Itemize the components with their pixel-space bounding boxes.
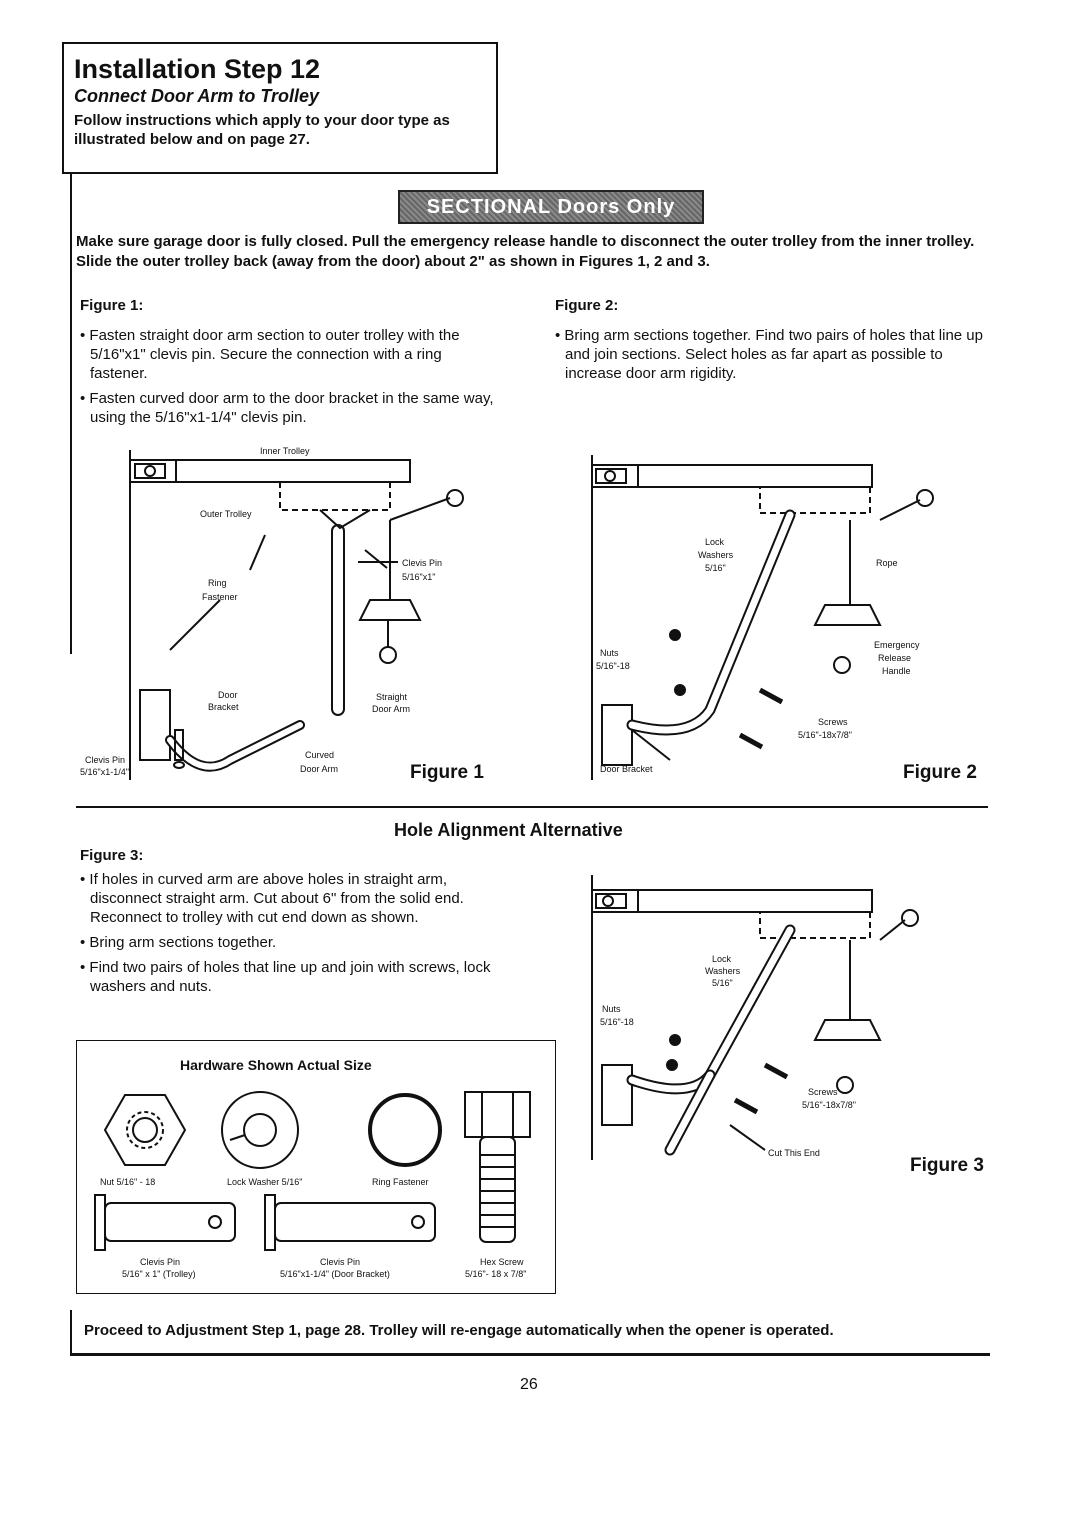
- nut-icon: [105, 1095, 185, 1165]
- hw-hex-screw-2: 5/16"- 18 x 7/8": [465, 1269, 527, 1279]
- lead-instructions: Make sure garage door is fully closed. Pull the emergency release handle to disconnect the outer trolley from the inner trolley. Slide the outer trolley back (away from the door) about 2" as shown in Figures 1, 2 and 3.: [76, 233, 975, 270]
- lock-washer-icon: [222, 1092, 298, 1168]
- f1-ring-fastener: Ring: [208, 578, 227, 588]
- f1-clevis-pin-2: Clevis Pin: [85, 755, 126, 765]
- figure1-bullet: • Fasten straight door arm section to outer trolley with the 5/16"x1" clevis pin. Secure the connection with a ring fastener.: [80, 327, 460, 382]
- figure1-bullet: • Fasten curved door arm to the door bracket in the same way, using the 5/16"x1-1/4" clevis pin.: [80, 390, 494, 426]
- hardware-illustrations: [80, 1080, 550, 1290]
- hw-lock-washer: Lock Washer 5/16": [227, 1177, 303, 1187]
- figure3-label: Figure 3:: [80, 847, 144, 864]
- f2-rope: Rope: [876, 558, 898, 568]
- step-header-box: [62, 42, 498, 174]
- f1-door-bracket-2: Bracket: [208, 702, 239, 712]
- f3-lock-2: Washers: [705, 966, 741, 976]
- figure3-bullet: • Bring arm sections together.: [80, 934, 277, 951]
- f3-nuts: Nuts: [602, 1004, 621, 1014]
- f1-curved-arm: Curved: [305, 750, 335, 760]
- f2-release: Release: [878, 653, 912, 663]
- figure3-bullet: • If holes in curved arm are above holes in straight arm, disconnect straight arm. Cut about 6" from the solid end. Reconnect to trolley with cut end down as shown.: [80, 871, 464, 926]
- f2-door-bracket: Door Bracket: [600, 764, 653, 774]
- figure2-bullet: • Bring arm sections together. Find two pairs of holes that line up and join sections. Select holes as far apart as possible to increase door arm rigidity.: [555, 327, 983, 382]
- ring-fastener-icon: [370, 1095, 440, 1165]
- hw-ring-fastener: Ring Fastener: [372, 1177, 429, 1187]
- f2-lock-washers-3: 5/16": [705, 563, 726, 573]
- hw-clevis-trolley: Clevis Pin: [140, 1257, 181, 1267]
- hw-clevis-bracket-2: 5/16"x1-1/4" (Door Bracket): [280, 1269, 390, 1279]
- f1-inner-trolley: Inner Trolley: [260, 446, 310, 456]
- clevis-pin-trolley-icon: [95, 1195, 105, 1250]
- left-rule: [70, 174, 73, 654]
- f1-door-bracket: Door: [218, 690, 238, 700]
- figure1-label: Figure 1:: [80, 297, 144, 314]
- page-number: 26: [520, 1376, 538, 1393]
- hex-screw-icon: [465, 1092, 530, 1137]
- hw-hex-screw: Hex Screw: [480, 1257, 524, 1267]
- f3-lock-3: 5/16": [712, 978, 733, 988]
- f1-clevis-pin-size: 5/16"x1": [402, 572, 436, 582]
- f2-emergency: Emergency: [874, 640, 920, 650]
- f1-curved-arm-2: Door Arm: [300, 764, 339, 774]
- figure1-illustration: [80, 440, 500, 790]
- f1-ring-fastener-2: Fastener: [202, 592, 238, 602]
- figure2-label: Figure 2:: [555, 297, 619, 314]
- f2-screws: Screws: [818, 717, 848, 727]
- f2-screws-2: 5/16"-18x7/8": [798, 730, 852, 740]
- figure3-bullets: [80, 870, 500, 1002]
- section-divider: [76, 806, 988, 808]
- f2-handle: Handle: [882, 666, 911, 676]
- figure1-caption: Figure 1: [410, 762, 484, 783]
- figure3-illustration: [580, 870, 960, 1170]
- f2-lock-washers: Lock: [705, 537, 725, 547]
- f1-outer-trolley: Outer Trolley: [200, 509, 252, 519]
- f1-clevis-pin: Clevis Pin: [402, 558, 443, 568]
- figure3-caption: Figure 3: [910, 1155, 984, 1176]
- hw-clevis-trolley-2: 5/16" x 1" (Trolley): [122, 1269, 196, 1279]
- step-intro: Follow instructions which apply to your door type as illustrated below and on page 27.: [74, 112, 450, 148]
- sectional-doors-banner: SECTIONAL Doors Only: [398, 190, 704, 224]
- hole-alignment-heading: Hole Alignment Alternative: [394, 820, 623, 840]
- step-subtitle: Connect Door Arm to Trolley: [74, 86, 320, 106]
- f1-straight-arm-2: Door Arm: [372, 704, 411, 714]
- f3-nuts-2: 5/16"-18: [600, 1017, 634, 1027]
- f1-straight-arm: Straight: [376, 692, 408, 702]
- step-title: Installation Step 12: [74, 54, 321, 84]
- f1-clevis-pin-2-size: 5/16"x1-1/4": [80, 767, 129, 777]
- f2-nuts: Nuts: [600, 648, 619, 658]
- f3-screws: Screws: [808, 1087, 838, 1097]
- f2-lock-washers-2: Washers: [698, 550, 734, 560]
- figure1-bullets: [80, 326, 500, 433]
- figure2-caption: Figure 2: [903, 762, 977, 783]
- figure3-bullet: • Find two pairs of holes that line up and join with screws, lock washers and nuts.: [80, 959, 491, 995]
- f3-cut-end: Cut This End: [768, 1148, 820, 1158]
- hardware-title: Hardware Shown Actual Size: [180, 1057, 372, 1073]
- figure2-illustration: [580, 440, 960, 790]
- f3-screws-2: 5/16"-18x7/8": [802, 1100, 856, 1110]
- hw-clevis-bracket: Clevis Pin: [320, 1257, 361, 1267]
- hw-nut: Nut 5/16" - 18: [100, 1177, 156, 1187]
- f3-lock: Lock: [712, 954, 732, 964]
- figure2-bullets: [555, 326, 985, 389]
- clevis-pin-bracket-icon: [265, 1195, 275, 1250]
- f2-nuts-2: 5/16"-18: [596, 661, 630, 671]
- proceed-text: Proceed to Adjustment Step 1, page 28. Trolley will re-engage automatically when the opener is operated.: [84, 1322, 834, 1339]
